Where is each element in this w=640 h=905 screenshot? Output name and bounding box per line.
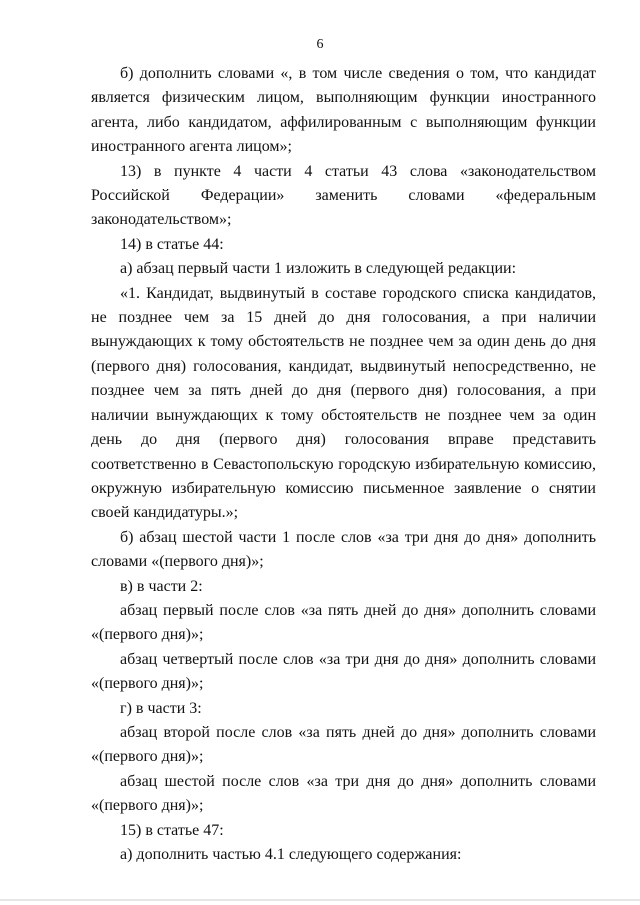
paragraph-item-13: 13) в пункте 4 части 4 статьи 43 слова «законодательством Российской Федерации» заменить словами «федеральным законодательством»; [91, 162, 596, 229]
paragraph-item-14-v: в) в части 2: [120, 577, 203, 595]
paragraph-item-15: 15) в статье 47: [120, 821, 224, 839]
paragraph-part-3-second: абзац второй после слов «за пять дней до дня» дополнить словами «(первого дня)»; [91, 723, 596, 766]
page-number: 6 [316, 37, 324, 52]
paragraph-item-15-a: а) дополнить частью 4.1 следующего содержания: [120, 846, 462, 863]
paragraph-item-14: 14) в статье 44: [120, 235, 224, 253]
paragraph-quoted-part-1: «1. Кандидат, выдвинутый в составе городского списка кандидатов, не позднее чем за 15 дней до дня голосования, а при наличии вынуждающих к тому обстоятельств не позднее чем за один день до дня (первого дня) голосования, кандидат, выдвинутый непосредственно, не позднее чем за пять дней до дня (первого дня) голосования, а при наличии вынуждающих к тому обстоятельств не позднее чем за один день до дня (первого дня) голосования вправе представить соответственно в Севастопольскую городскую избирательную комиссию, окружную избирательную комиссию письменное заявление о снятии своей кандидатуры.»; [91, 284, 596, 522]
paragraph-part-2-fourth: абзац четвертый после слов «за три дня до дня» дополнить словами «(первого дня)»; [91, 650, 596, 693]
page-bottom-edge [0, 899, 640, 901]
document-body [91, 62, 596, 867]
paragraph-amendment-b-foreign-agent: б) дополнить словами «, в том числе сведения о том, что кандидат является физическим лицом, выполняющим функции иностранного агента, либо кандидатом, аффилированным с выполняющим функции иностранного агента лицом»; [91, 65, 596, 156]
paragraph-item-14-g: г) в части 3: [120, 699, 202, 717]
paragraph-part-3-sixth: абзац шестой после слов «за три дня до дня» дополнить словами «(первого дня)»; [91, 772, 596, 815]
paragraph-item-14-b: б) абзац шестой части 1 после слов «за три дня до дня» дополнить словами «(первого дня)»; [91, 528, 596, 571]
paragraph-part-2-first: абзац первый после слов «за пять дней до дня» дополнить словами «(первого дня)»; [91, 601, 596, 644]
paragraph-item-14-a: а) абзац первый части 1 изложить в следующей редакции: [120, 260, 517, 278]
